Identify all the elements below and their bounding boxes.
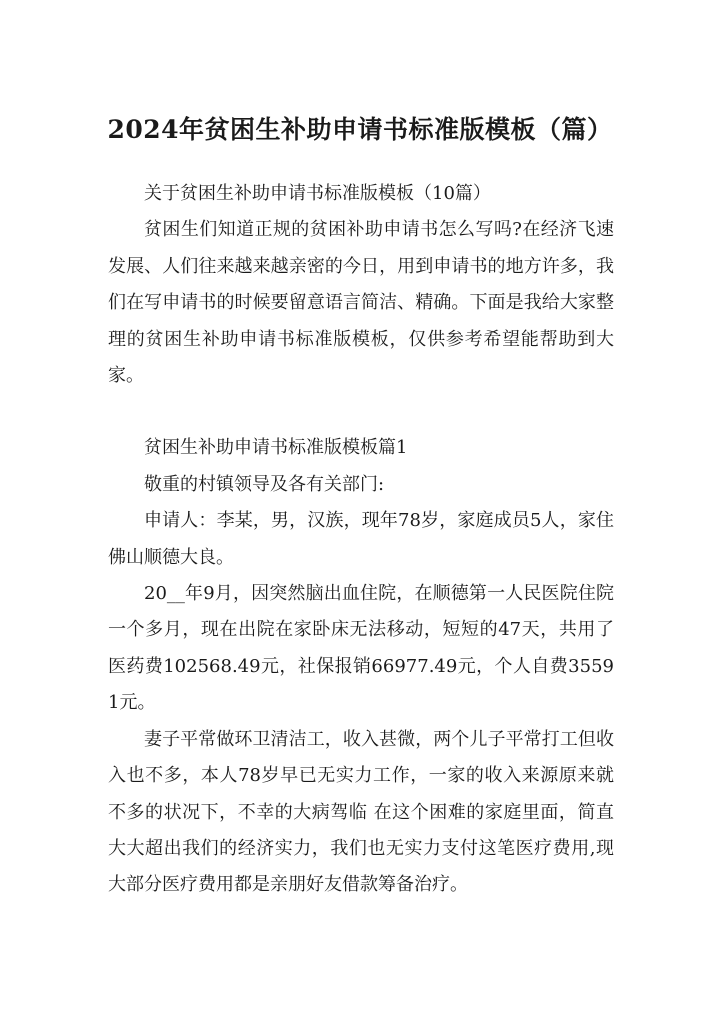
document-body	[108, 176, 614, 904]
medical-expense-paragraph: 20__年9月，因突然脑出血住院，在顺德第一人民医院住院一个多月，现在出院在家卧床无法移动，短短的47天，共用了医药费102568.49元，社保报销66977.49元，个人自费35591元。	[108, 583, 614, 714]
salutation-paragraph: 敬重的村镇领导及各有关部门:	[144, 473, 385, 495]
document-title: 2024年贫困生补助申请书标准版模板（篇）	[107, 115, 613, 144]
family-situation-paragraph: 妻子平常做环卫清洁工，收入甚微，两个儿子平常打工但收入也不多，本人78岁早已无实力工作，一家的收入来源原来就不多的状况下，不幸的大病驾临 在这个困难的家庭里面，简直大大超出我们的经济实力，我们也无实力支付这笔医疗费用,现大部分医疗费用都是亲朋好友借款筹备治疗。	[108, 728, 614, 896]
applicant-paragraph: 申请人：李某，男，汉族，现年78岁，家庭成员5人，家住佛山顺德大良。	[108, 510, 614, 568]
intro-paragraph: 贫困生们知道正规的贫困补助申请书怎么写吗?在经济飞速发展、人们往来越来越亲密的今日，用到申请书的地方许多，我们在写申请书的时候要留意语言简洁、精确。下面是我给大家整理的贫困生补助申请书标准版模板，仅供参考希望能帮助到大家。	[108, 219, 614, 387]
section-heading: 贫困生补助申请书标准版模板篇1	[144, 437, 408, 459]
subtitle-paragraph: 关于贫困生补助申请书标准版模板（10篇）	[144, 183, 491, 204]
